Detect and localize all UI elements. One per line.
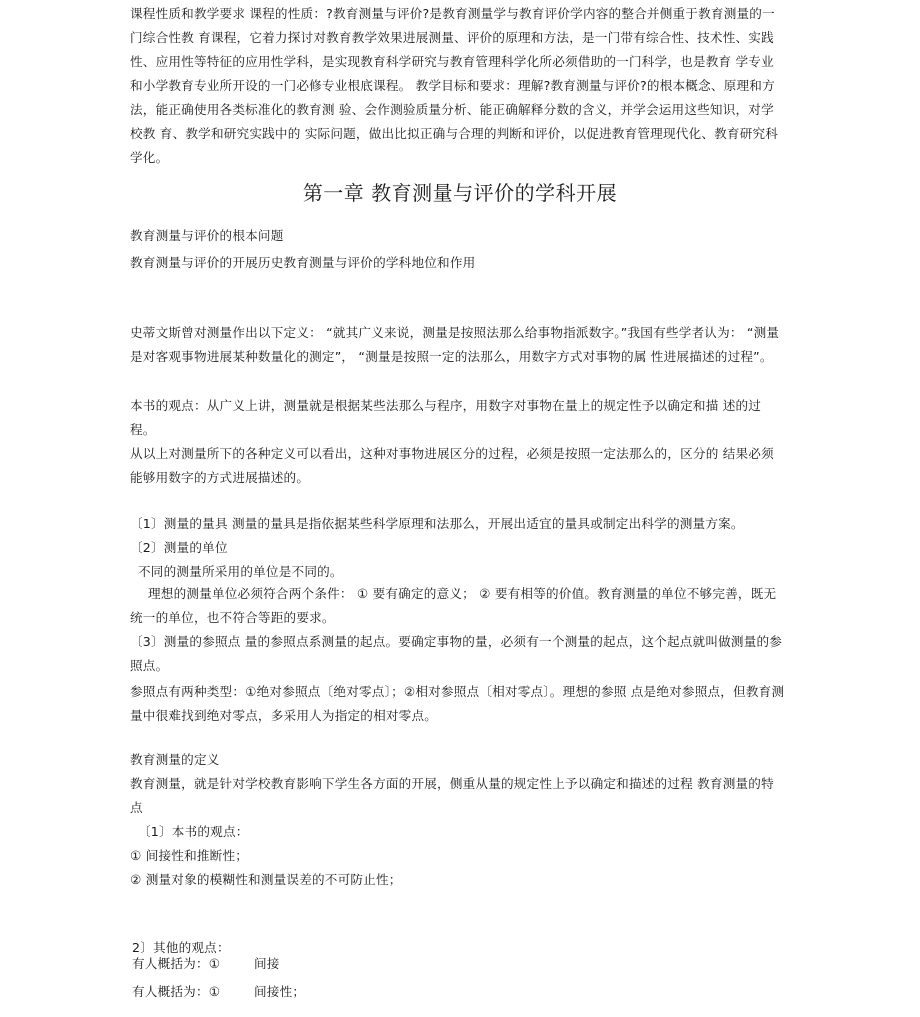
edu-def-heading: 教育测量的定义 [130,752,220,767]
feature-2: ② 测量对象的模糊性和测量误差的不可防止性； [130,872,402,887]
outline-item-1: 教育测量与评价的根本问题 [130,228,284,243]
other-views-heading: 2〕其他的观点： [132,940,230,955]
item-unit-heading: 〔2〕测量的单位 [130,540,228,555]
features-heading: 〔1〕本书的观点： [138,824,249,839]
item-unit-line-2: 理想的测量单位必须符合两个条件： ① 要有确定的意义； ② 要有相等的价值。教育测量的单位不够完善，既无统一的单位，也不符合等距的要求。 [130,586,777,625]
chapter-title: 第一章 教育测量与评价的学科开展 [302,181,618,205]
other-view-2-prefix: 有人概括为：① [132,984,221,999]
item-reference-point: 〔3〕测量的参照点 量的参照点系测量的起点。要确定事物的量，必须有一个测量的起点，这个起点就叫做测量的参照点。 [130,634,783,673]
other-view-2-text: 间接性； [254,984,306,999]
edu-def-paragraph: 教育测量，就是针对学校教育影响下学生各方面的开展，侧重从量的规定性上予以确定和描述的过程 教育测量的特点 [130,776,774,815]
book-view-paragraph: 本书的观点：从广义上讲，测量就是根据某些法那么与程序，用数字对事物在量上的规定性予以确定和描 述的过程。 [130,398,762,437]
item-measuring-tool: 〔1〕测量的量具 测量的量具是指依据某些科学原理和法那么，开展出适宜的量具或制定出科学的测量方案。 [130,516,744,531]
other-view-1-text: 间接 [254,956,280,971]
other-view-1-prefix: 有人概括为：① [132,956,221,971]
summary-paragraph: 从以上对测量所下的各种定义可以看出，这种对事物进展区分的过程，必须是按照一定法那么的，区分的 结果必须能够用数字的方式进展描述的。 [130,446,774,485]
item-unit-line-1: 不同的测量所采用的单位是不同的。 [138,564,343,579]
reference-types-paragraph: 参照点有两种类型：①绝对参照点〔绝对零点〕；②相对参照点〔相对零点〕。理想的参照 点是绝对参照点，但教育测量中很难找到绝对零点，多采用人为指定的相对零点。 [130,684,785,723]
course-intro-paragraph: 课程性质和教学要求 课程的性质：?教育测量与评价?是教育测量学与教育评价学内容的整合并侧重于教育测量的一门综合性教 育课程，它着力探讨对教育教学效果进展测量、评价的原理和方法，是一门带有综合性、技术性、实践 性、应用性等特征的应用性学科，是实现教育科学研究与教育管理科学化所必须借助的一门科学，也是教育 学专业和小学教育专业所开设的一门必修专业根底课程。 教学目标和要求：理解?教育测量与评价?的根本概念、原理和方法，能正确使用各类标准化的教育测 验、会作测验质量分析、能正确解释分数的含义，并学会运用这些知识，对学校教 育、教学和研究实践中的 实际问题，做出比拟正确与合理的判断和评价，以促进教育管理现代化、教育研究科学化。 [130,6,779,165]
feature-1: ① 间接性和推断性； [130,848,249,863]
stevens-definition-paragraph: 史蒂文斯曾对测量作出以下定义： “就其广义来说，测量是按照法那么给事物指派数字。”我国有些学者认为： “测量是对客观事物进展某种数量化的测定”， “测量是按照一定的法那么，用数字方式对事物的属 性进展描述的过程”。 [130,325,780,364]
outline-item-2: 教育测量与评价的开展历史教育测量与评价的学科地位和作用 [130,255,476,270]
